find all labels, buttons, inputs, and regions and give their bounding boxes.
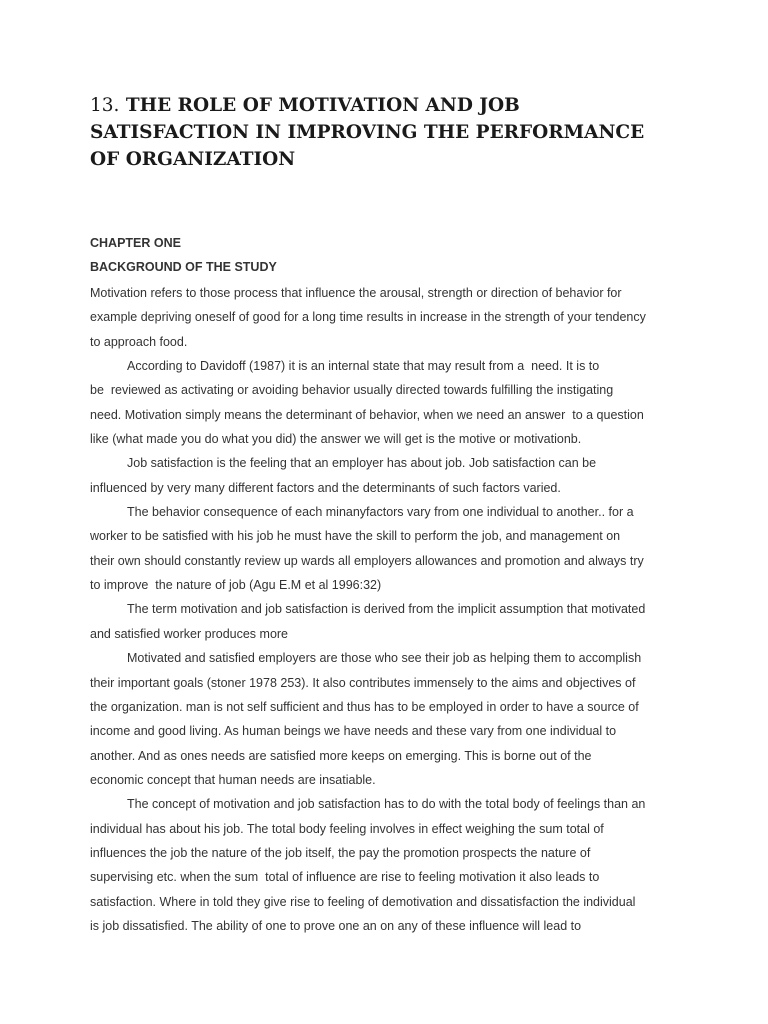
title-number: 13.	[90, 95, 120, 116]
title-line-3: OF ORGANIZATION	[90, 149, 296, 170]
body-line: worker to be satisfied with his job he must have the skill to perform the job, and management on	[90, 529, 621, 544]
body-line: their important goals (stoner 1978 253). It also contributes immensely to the aims and objectives of	[90, 675, 636, 690]
body-line: Job satisfaction is the feeling that an employer has about job. Job satisfaction can be	[127, 456, 597, 471]
section-heading: BACKGROUND OF THE STUDY	[90, 260, 277, 274]
body-line: another. And as ones needs are satisfied more keeps on emerging. This is borne out of the	[90, 748, 592, 763]
document-title	[90, 92, 690, 173]
title-line-2: SATISFACTION IN IMPROVING THE PERFORMANCE	[90, 122, 645, 143]
chapter-heading: CHAPTER ONE	[90, 236, 181, 250]
body-line: satisfaction. Where in told they give rise to feeling of demotivation and dissatisfaction the individual	[90, 894, 636, 909]
body-line: Motivated and satisfied employers are those who see their job as helping them to accomplish	[127, 651, 642, 666]
body-line: supervising etc. when the sum total of influence are rise to feeling motivation it also leads to	[90, 870, 600, 885]
body-line: their own should constantly review up wards all employers allowances and promotion and always try	[90, 553, 644, 568]
body-line: need. Motivation simply means the determinant of behavior, when we need an answer to a question	[90, 407, 644, 422]
body-line: influences the job the nature of the job itself, the pay the promotion prospects the nature of	[90, 845, 591, 860]
body-line: According to Davidoff (1987) it is an internal state that may result from a need. It is to	[127, 359, 600, 374]
body-text	[90, 281, 690, 938]
body-line: like (what made you do what you did) the answer we will get is the motive or motivationb.	[90, 432, 582, 447]
body-line: income and good living. As human beings we have needs and these vary from one individual to	[90, 724, 617, 739]
body-line: the organization. man is not self sufficient and thus has to be employed in order to have a source of	[90, 699, 639, 714]
body-line: Motivation refers to those process that influence the arousal, strength or direction of behavior for	[90, 286, 622, 300]
body-line: to approach food.	[90, 334, 188, 349]
body-line: is job dissatisfied. The ability of one to prove one an on any of these influence will lead to	[90, 918, 582, 933]
title-line-1: THE ROLE OF MOTIVATION AND JOB	[125, 95, 520, 116]
body-line: and satisfied worker produces more	[90, 626, 289, 641]
body-line: economic concept that human needs are insatiable.	[90, 772, 376, 787]
body-line: individual has about his job. The total body feeling involves in effect weighing the sum total of	[90, 821, 604, 836]
body-line: to improve the nature of job (Agu E.M et al 1996:32)	[90, 578, 382, 593]
body-line: influenced by very many different factors and the determinants of such factors varied.	[90, 480, 561, 495]
body-line: example depriving oneself of good for a long time results in increase in the strength of your tendency	[90, 310, 646, 325]
body-line: The behavior consequence of each minanyfactors vary from one individual to another.. for a	[127, 505, 634, 520]
body-line: be reviewed as activating or avoiding behavior usually directed towards fulfilling the instigating	[90, 383, 614, 398]
body-line: The concept of motivation and job satisfaction has to do with the total body of feelings than an	[127, 797, 646, 812]
body-line: The term motivation and job satisfaction is derived from the implicit assumption that motivated	[127, 602, 646, 617]
